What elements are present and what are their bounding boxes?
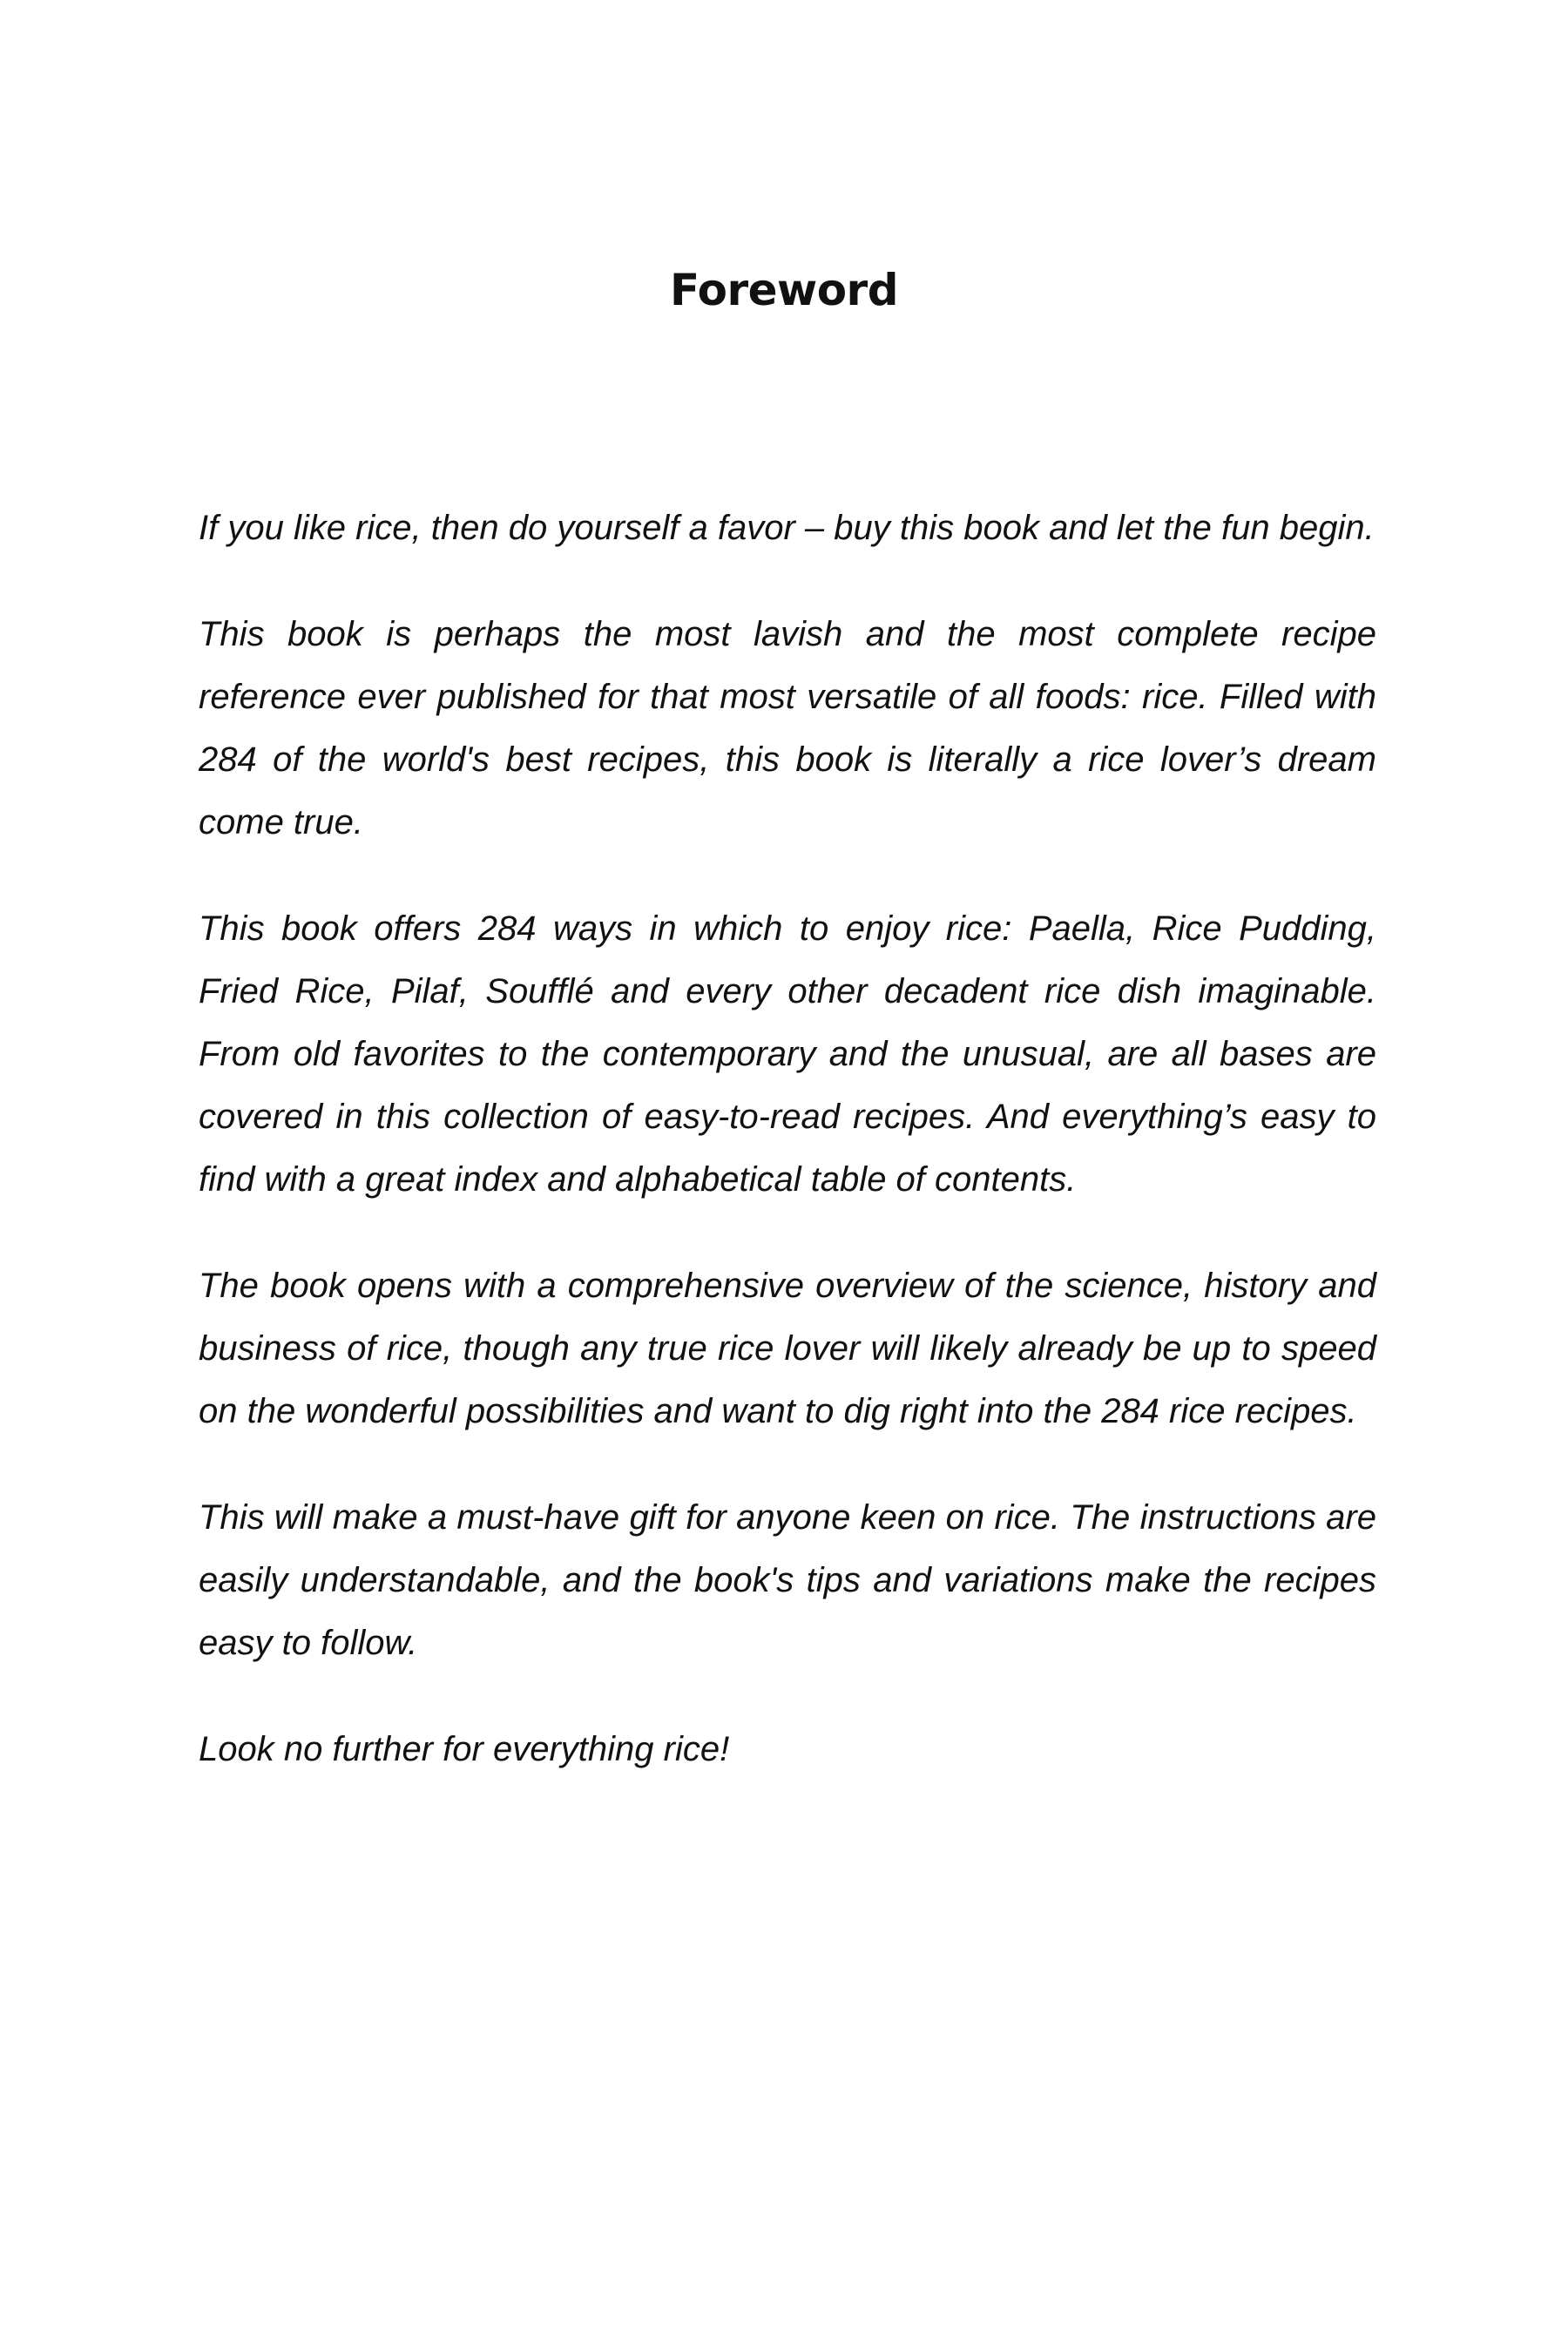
page-title: Foreword bbox=[669, 265, 899, 315]
paragraph-5: This will make a must-have gift for anyone keen on rice. The instructions are easily understandable, and the book's tips and variations make the recipes easy to follow. bbox=[199, 1498, 1376, 1662]
foreword-body bbox=[199, 497, 1376, 1824]
paragraph-6: Look no further for everything rice! bbox=[199, 1730, 730, 1768]
paragraph-4: The book opens with a comprehensive overview of the science, history and business of rice, though any true rice lover will likely already be up to speed on the wonderful possibilities and want to dig right into the 284 rice recipes. bbox=[199, 1267, 1376, 1430]
paragraph-1: If you like rice, then do yourself a favor – buy this book and let the fun begin. bbox=[199, 509, 1375, 547]
paragraph-3: This book offers 284 ways in which to enjoy rice: Paella, Rice Pudding, Fried Rice, Pilaf, Soufflé and every other decadent rice dish imaginable. From old favorites to the contemporary and the unusual, are all bases are covered in this collection of easy-to-read recipes. And everything’s easy to find with a great index and alphabetical table of contents. bbox=[199, 909, 1376, 1199]
paragraph-2: This book is perhaps the most lavish and the most complete recipe reference ever published for that most versatile of all foods: rice. Filled with 284 of the world's best recipes, this book is literally a rice lover’s dream come true. bbox=[199, 615, 1376, 841]
